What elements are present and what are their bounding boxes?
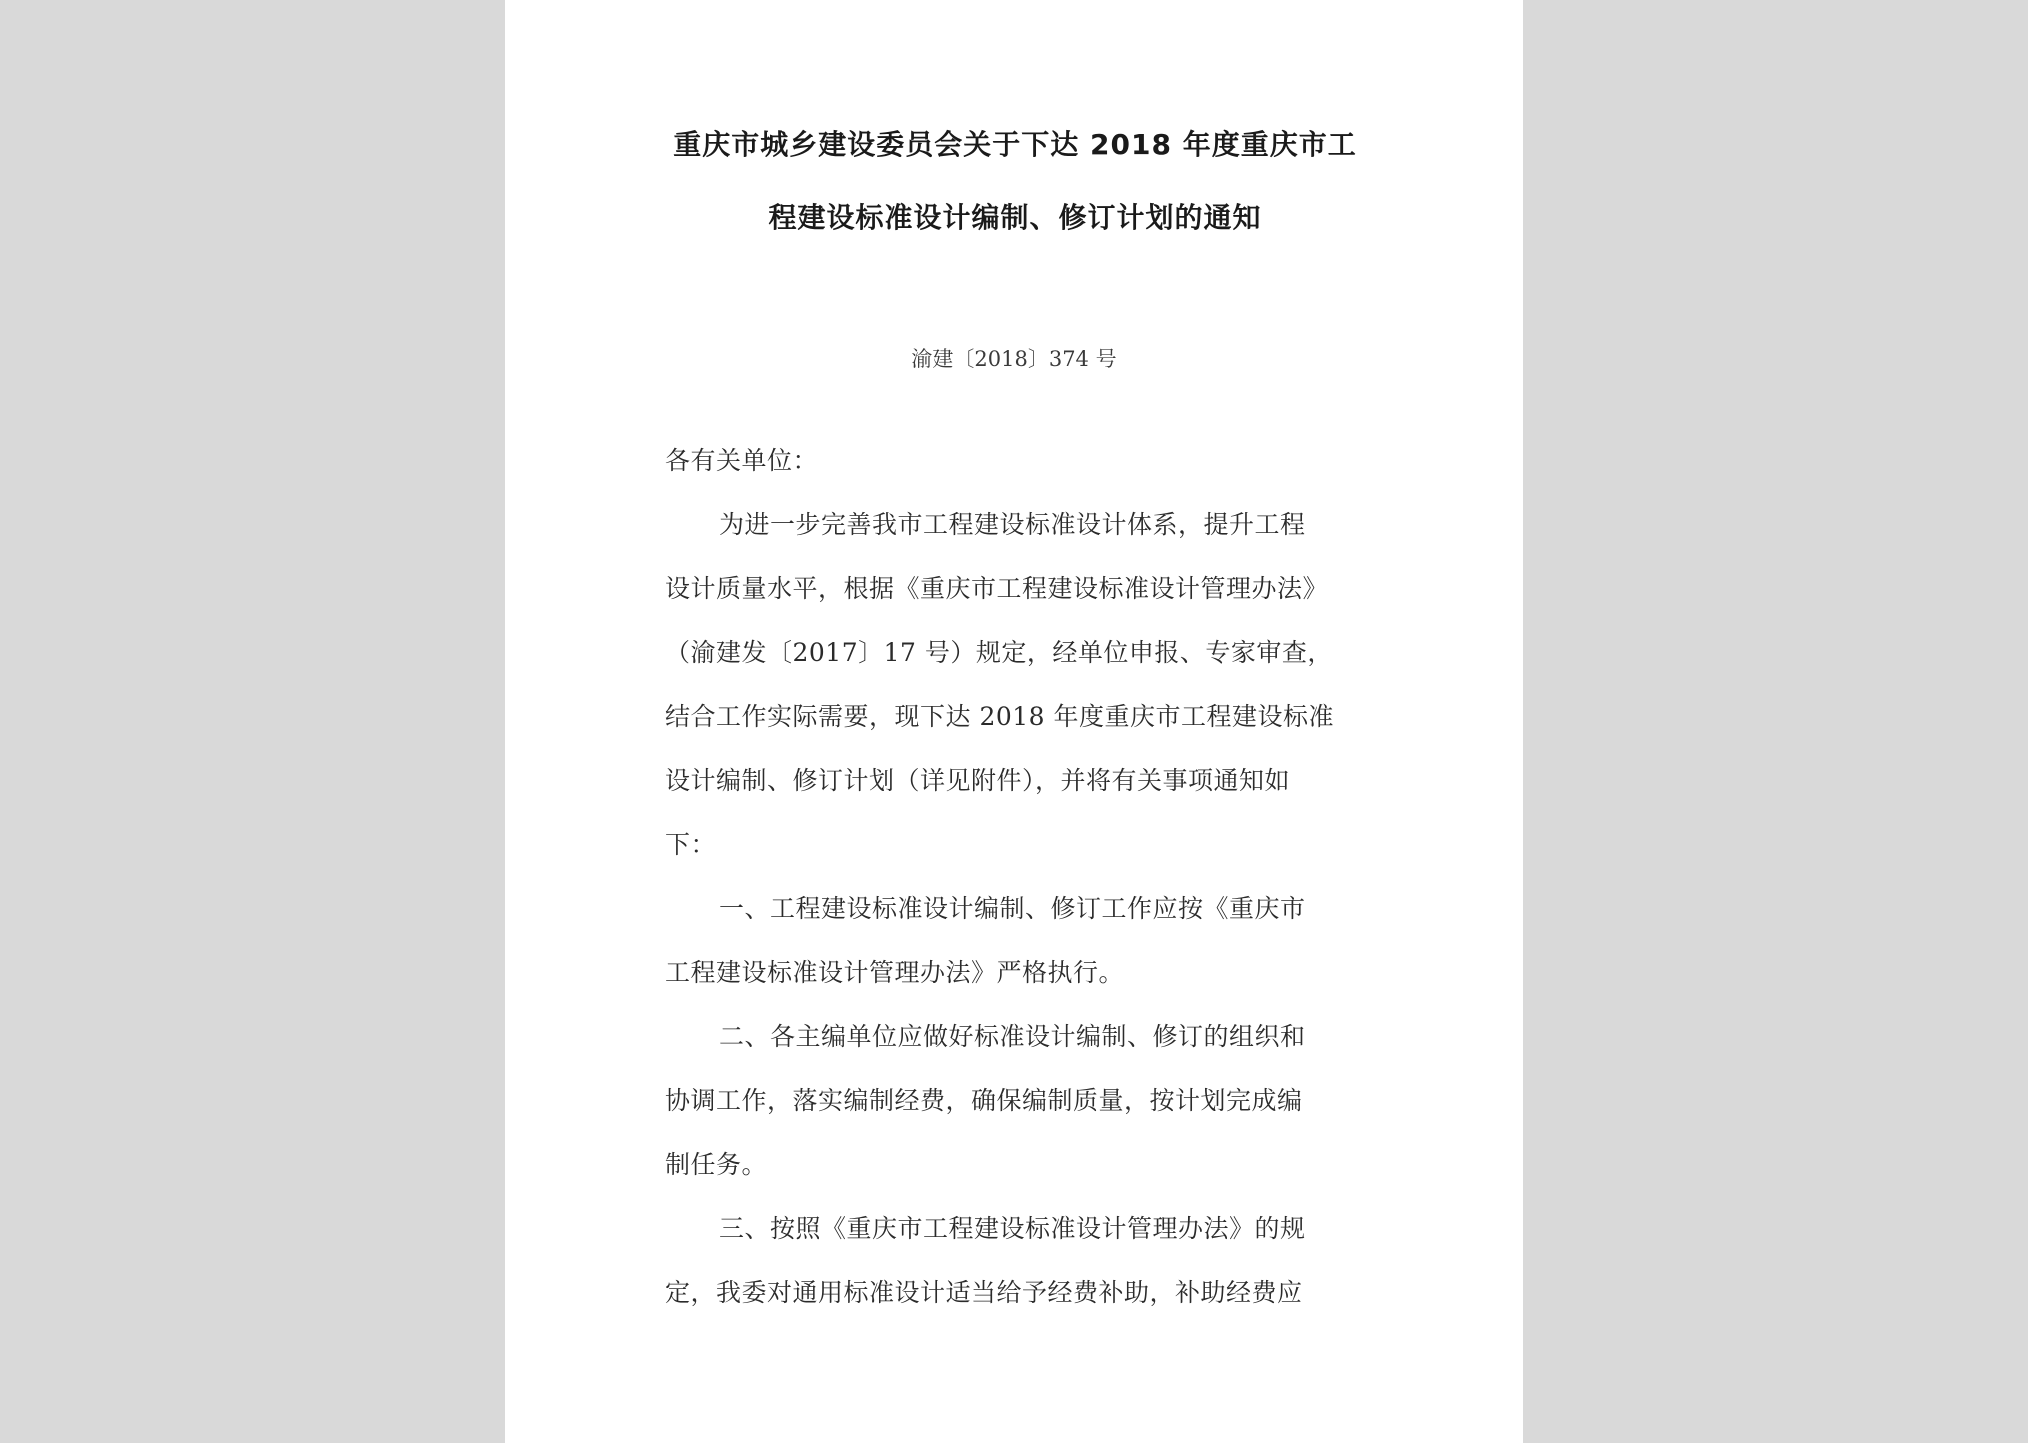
salutation: 各有关单位：: [665, 446, 819, 475]
body-line: 设计编制、修订计划（详见附件），并将有关事项通知如: [665, 766, 1291, 795]
body-line: 一、工程建设标准设计编制、修订工作应按《重庆市: [719, 894, 1306, 923]
body-line: 下：: [665, 830, 717, 859]
body-line: 制任务。: [665, 1150, 768, 1179]
body-line: 二、各主编单位应做好标准设计编制、修订的组织和: [719, 1022, 1306, 1051]
body-line: 三、按照《重庆市工程建设标准设计管理办法》的规: [719, 1214, 1306, 1243]
document-number: 渝建〔2018〕374 号: [911, 347, 1117, 371]
body-line: 协调工作，落实编制经费，确保编制质量，按计划完成编: [665, 1086, 1303, 1115]
body-line: 设计质量水平，根据《重庆市工程建设标准设计管理办法》: [665, 574, 1329, 603]
document-title-line-2: 程建设标准设计编制、修订计划的通知: [768, 201, 1262, 234]
body-line: （渝建发〔2017〕17 号）规定，经单位申报、专家审查，: [665, 638, 1333, 667]
document-page: [505, 0, 1523, 1443]
body-line: 工程建设标准设计管理办法》严格执行。: [665, 958, 1125, 987]
document-title-line-1: 重庆市城乡建设委员会关于下达 2018 年度重庆市工: [673, 128, 1357, 161]
body-line: 为进一步完善我市工程建设标准设计体系，提升工程: [719, 510, 1306, 539]
body-line: 定，我委对通用标准设计适当给予经费补助，补助经费应: [665, 1278, 1303, 1307]
body-line: 结合工作实际需要，现下达 2018 年度重庆市工程建设标准: [665, 702, 1335, 731]
